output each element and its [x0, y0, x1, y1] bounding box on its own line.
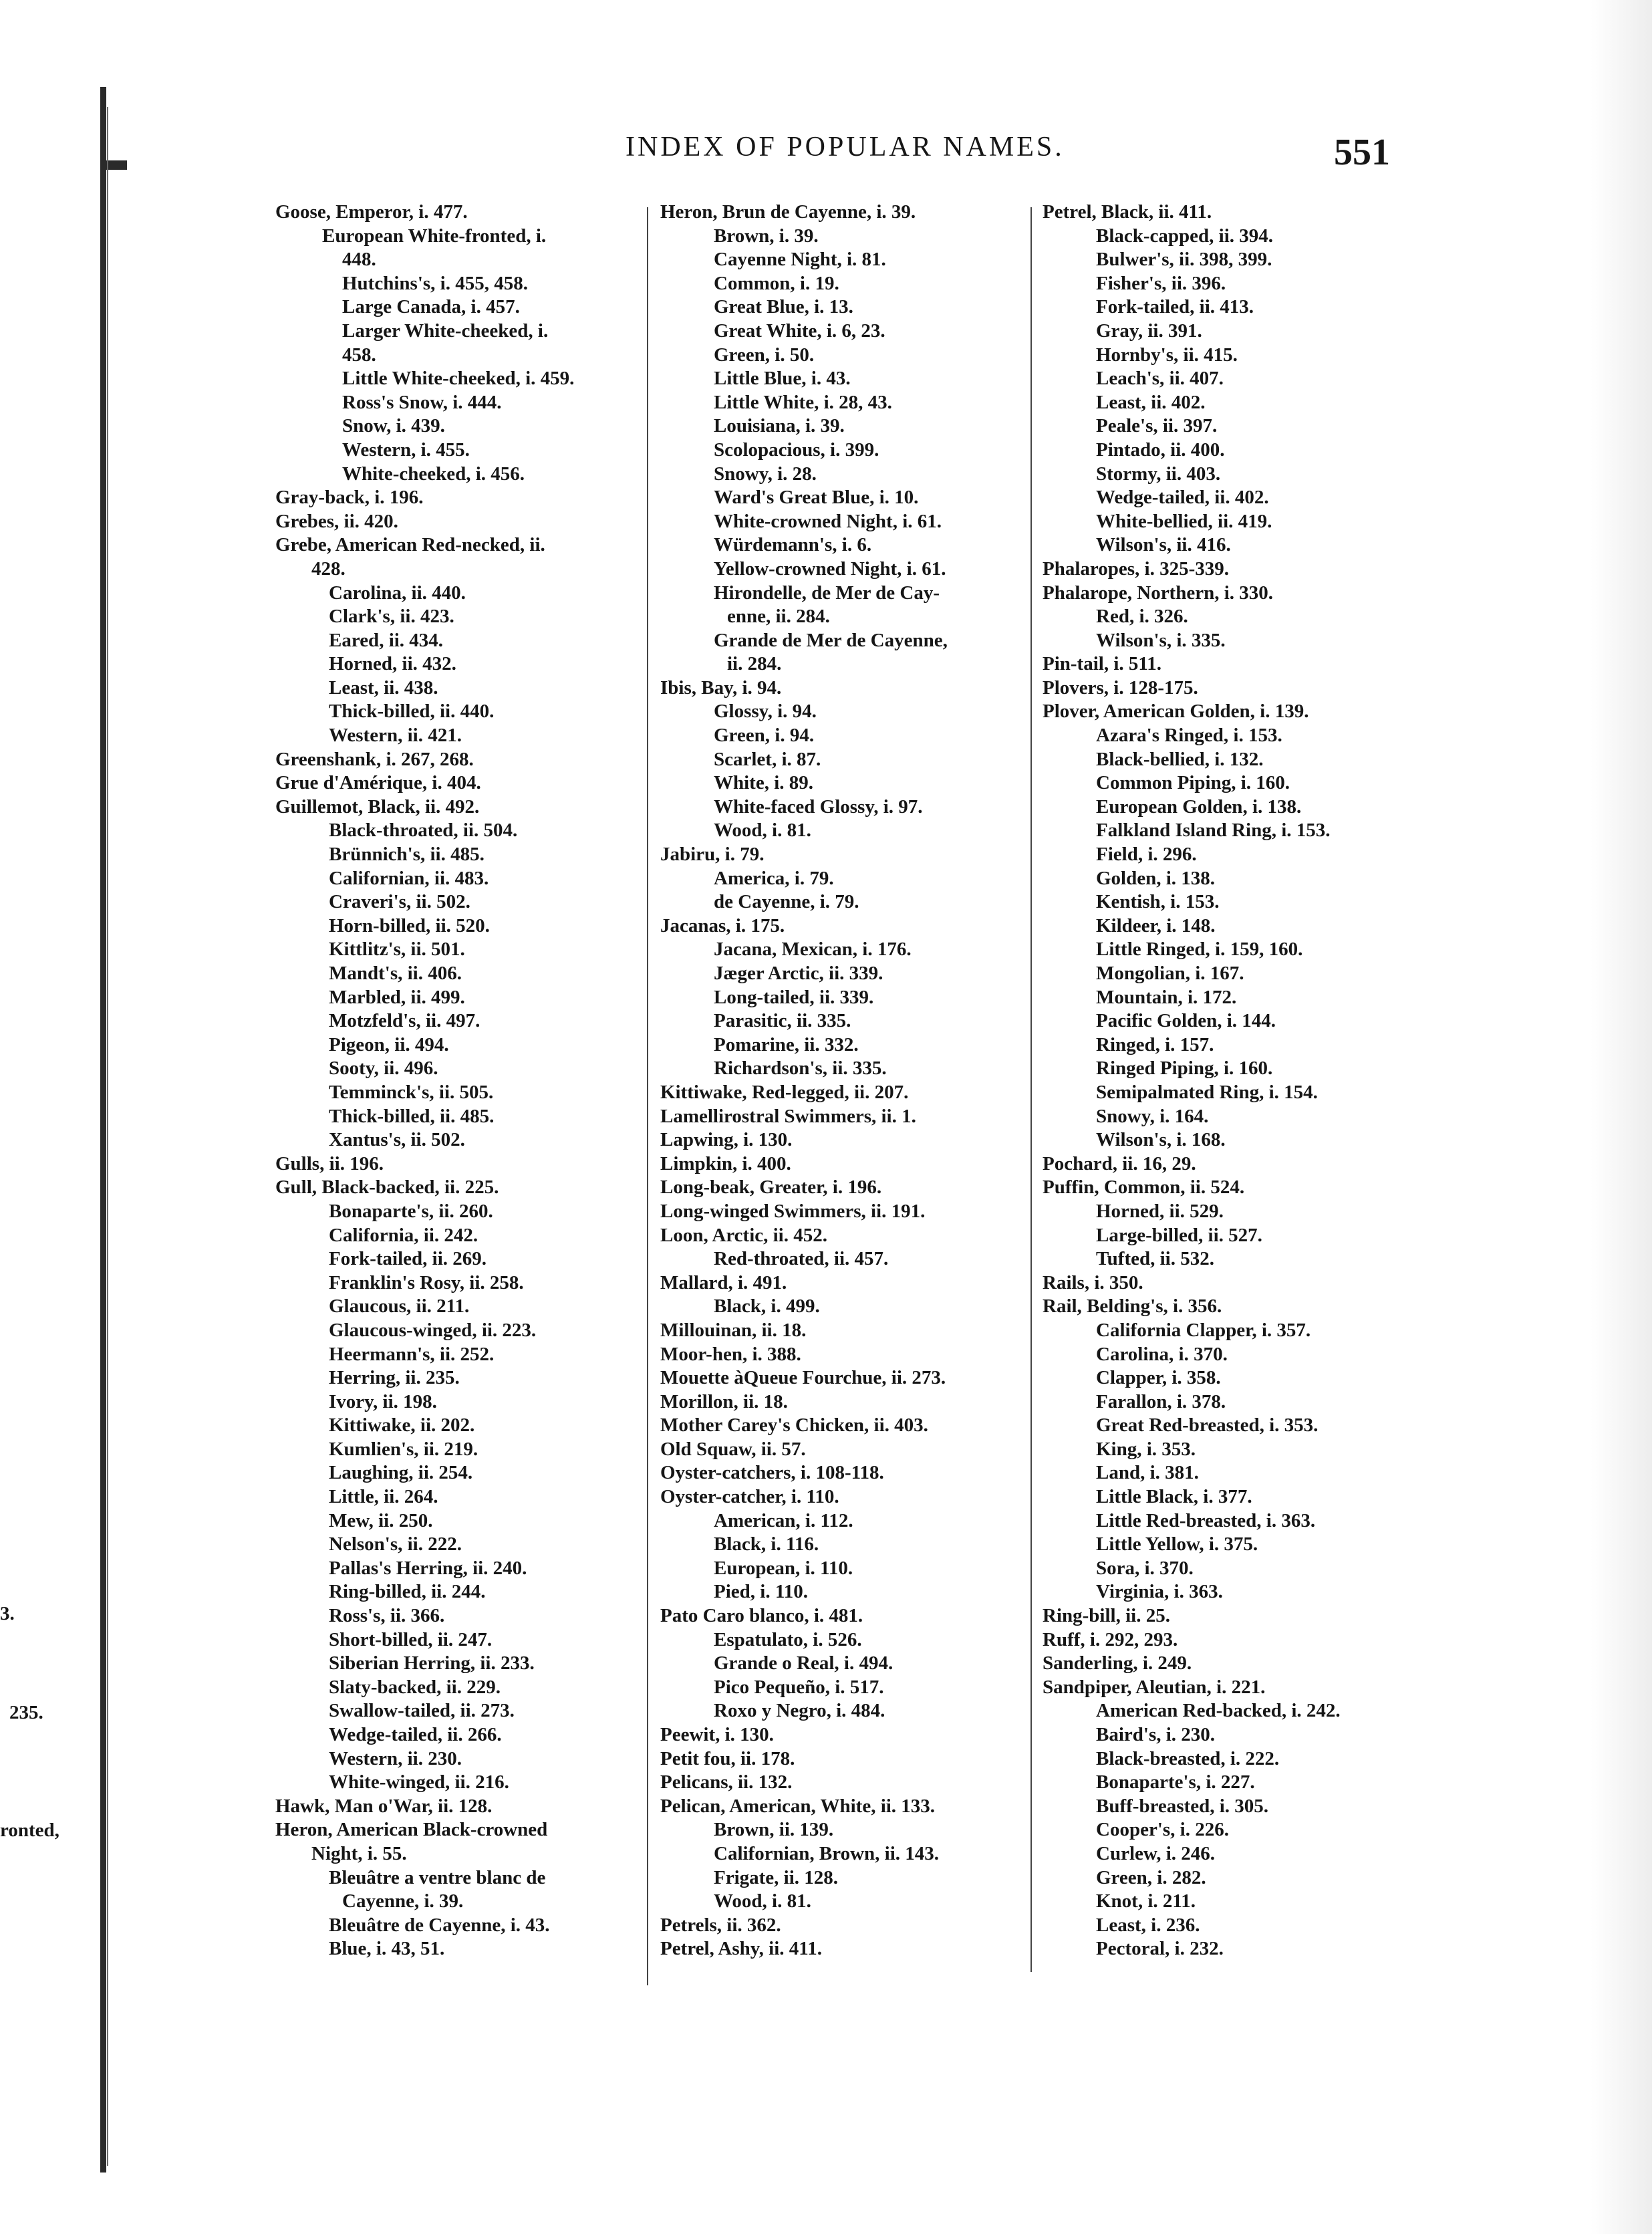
index-subentry: America, i. 79.: [714, 867, 834, 889]
index-subentry: White-cheeked, i. 456.: [342, 463, 525, 485]
index-subentry: Least, i. 236.: [1096, 1914, 1200, 1936]
index-subentry: Stormy, ii. 403.: [1096, 463, 1221, 485]
index-subentry: Franklin's Rosy, ii. 258.: [329, 1271, 524, 1293]
index-subentry: Carolina, ii. 440.: [329, 582, 466, 604]
index-subentry: Carolina, i. 370.: [1096, 1343, 1228, 1365]
index-subentry: Western, ii. 230.: [329, 1747, 462, 1769]
index-subentry: Little Black, i. 377.: [1096, 1486, 1252, 1508]
index-entry: Goose, Emperor, i. 477.: [275, 201, 468, 223]
index-subentry: Larger White-cheeked, i.: [342, 320, 549, 342]
index-subentry: Black-capped, ii. 394.: [1096, 225, 1274, 247]
index-entry: Millouinan, ii. 18.: [660, 1319, 807, 1341]
index-subentry: Parasitic, ii. 335.: [714, 1010, 851, 1032]
index-entry: Petrel, Ashy, ii. 411.: [660, 1938, 822, 1960]
index-subentry: Western, i. 455.: [342, 439, 470, 461]
index-subentry: Thick-billed, ii. 440.: [329, 701, 495, 723]
index-subentry: Semipalmated Ring, i. 154.: [1096, 1081, 1318, 1103]
index-entry: Puffin, Common, ii. 524.: [1043, 1176, 1245, 1199]
index-subentry: Short-billed, ii. 247.: [329, 1628, 493, 1650]
index-subentry: Ross's, ii. 366.: [329, 1605, 445, 1627]
index-subentry: Black, i. 499.: [714, 1295, 820, 1318]
index-subentry: Wilson's, i. 168.: [1096, 1129, 1226, 1151]
index-entry: Rails, i. 350.: [1043, 1271, 1143, 1293]
index-subentry: Little, ii. 264.: [329, 1486, 438, 1508]
index-subentry: Grande de Mer de Cayenne,: [714, 629, 948, 651]
index-subentry: Kumlien's, ii. 219.: [329, 1438, 478, 1460]
index-subentry: Fork-tailed, ii. 269.: [329, 1248, 487, 1270]
index-subentry: Glaucous-winged, ii. 223.: [329, 1319, 537, 1341]
running-header-title: INDEX OF POPULAR NAMES.: [626, 132, 1065, 162]
index-subentry: Pintado, ii. 400.: [1096, 439, 1225, 461]
index-subentry: Ringed, i. 157.: [1096, 1033, 1214, 1056]
index-subentry: Cayenne Night, i. 81.: [714, 249, 886, 271]
left-page-fragment: 235.: [9, 1702, 43, 1723]
index-subentry: Gray, ii. 391.: [1096, 320, 1202, 342]
index-subentry: Louisiana, i. 39.: [714, 415, 845, 437]
index-subentry: Curlew, i. 246.: [1096, 1842, 1216, 1864]
index-subentry: Frigate, ii. 128.: [714, 1866, 839, 1888]
index-subentry: Black-breasted, i. 222.: [1096, 1747, 1280, 1769]
index-subentry: Kittiwake, ii. 202.: [329, 1414, 475, 1437]
index-subentry: Mongolian, i. 167.: [1096, 963, 1244, 984]
index-entry: Phalarope, Northern, i. 330.: [1043, 582, 1274, 604]
index-entry: Oyster-catcher, i. 110.: [660, 1486, 839, 1508]
index-subentry: Green, i. 50.: [714, 344, 815, 366]
index-subentry: Hornby's, ii. 415.: [1096, 344, 1238, 366]
index-entry: Ruff, i. 292, 293.: [1043, 1628, 1178, 1650]
index-entry: Pato Caro blanco, i. 481.: [660, 1605, 863, 1627]
index-subentry: Snowy, i. 164.: [1096, 1105, 1209, 1127]
index-subentry: Pacific Golden, i. 144.: [1096, 1010, 1276, 1032]
index-subentry: Richardson's, ii. 335.: [714, 1058, 887, 1080]
index-subentry: de Cayenne, i. 79.: [714, 891, 859, 913]
index-entry-continuation: Night, i. 55.: [311, 1842, 407, 1864]
index-subentry: Mountain, i. 172.: [1096, 986, 1237, 1008]
index-subentry: Pectoral, i. 232.: [1096, 1938, 1224, 1960]
index-entry: Moor-hen, i. 388.: [660, 1343, 801, 1365]
index-subentry: Cooper's, i. 226.: [1096, 1819, 1229, 1841]
index-subentry: Little White, i. 28, 43.: [714, 391, 892, 413]
index-subentry: Eared, ii. 434.: [329, 629, 444, 651]
index-subentry: Pigeon, ii. 494.: [329, 1033, 449, 1056]
index-subentry: Bulwer's, ii. 398, 399.: [1096, 249, 1272, 271]
index-subentry: Wood, i. 81.: [714, 820, 811, 842]
index-entry: Jacanas, i. 175.: [660, 914, 785, 937]
index-entry: Pin-tail, i. 511.: [1043, 653, 1162, 675]
index-subentry: Ring-billed, ii. 244.: [329, 1581, 486, 1603]
index-entry: Heron, Brun de Cayenne, i. 39.: [660, 201, 916, 223]
index-subentry: Wood, i. 81.: [714, 1890, 811, 1912]
index-subentry: Jacana, Mexican, i. 176.: [714, 939, 912, 961]
index-subentry: Herring, ii. 235.: [329, 1367, 460, 1389]
index-subentry: Red-throated, ii. 457.: [714, 1248, 889, 1270]
index-subentry: Brown, i. 39.: [714, 225, 819, 247]
index-subentry: Tufted, ii. 532.: [1096, 1248, 1214, 1270]
index-subentry: Pomarine, ii. 332.: [714, 1033, 859, 1056]
index-subentry: Nelson's, ii. 222.: [329, 1533, 462, 1556]
index-entry: Lapwing, i. 130.: [660, 1129, 793, 1151]
index-subentry: Black-throated, ii. 504.: [329, 820, 518, 842]
index-subentry: Horned, ii. 529.: [1096, 1200, 1224, 1222]
index-subentry: Brünnich's, ii. 485.: [329, 844, 485, 866]
index-entry-continuation: Cayenne, i. 39.: [342, 1890, 464, 1912]
left-page-edge-mark: [100, 160, 127, 170]
index-entry: Ibis, Bay, i. 94.: [660, 676, 782, 699]
index-subentry: Fork-tailed, ii. 413.: [1096, 296, 1254, 318]
index-subentry: European White-fronted, i.: [322, 225, 547, 247]
index-entry-continuation: enne, ii. 284.: [727, 606, 830, 628]
index-entry: Kittiwake, Red-legged, ii. 207.: [660, 1081, 909, 1103]
index-entry: Mouette àQueue Fourchue, ii. 273.: [660, 1367, 946, 1389]
index-entry: Long-winged Swimmers, ii. 191.: [660, 1200, 926, 1222]
index-entry: Gulls, ii. 196.: [275, 1152, 384, 1174]
index-subentry: American, i. 112.: [714, 1509, 853, 1531]
index-subentry: Slaty-backed, ii. 229.: [329, 1676, 501, 1698]
index-subentry: Horn-billed, ii. 520.: [329, 914, 490, 937]
index-subentry: Xantus's, ii. 502.: [329, 1129, 465, 1151]
index-subentry: Blue, i. 43, 51.: [329, 1938, 445, 1960]
index-subentry: Ivory, ii. 198.: [329, 1390, 437, 1412]
index-subentry: California Clapper, i. 357.: [1096, 1319, 1311, 1341]
index-subentry: Azara's Ringed, i. 153.: [1096, 725, 1282, 747]
index-subentry: Ross's Snow, i. 444.: [342, 391, 502, 413]
index-entry: Limpkin, i. 400.: [660, 1152, 791, 1174]
index-subentry: Field, i. 296.: [1096, 844, 1197, 866]
index-subentry: Jæger Arctic, ii. 339.: [714, 963, 883, 984]
index-entry: Mallard, i. 491.: [660, 1271, 787, 1293]
index-subentry: Large-billed, ii. 527.: [1096, 1224, 1262, 1246]
index-entry: Ring-bill, ii. 25.: [1043, 1605, 1170, 1627]
index-entry: Grebe, American Red-necked, ii.: [275, 534, 545, 556]
index-subentry: Snow, i. 439.: [342, 415, 445, 437]
index-subentry: Kentish, i. 153.: [1096, 891, 1220, 913]
index-subentry: Laughing, ii. 254.: [329, 1462, 473, 1484]
left-page-fragment: ronted,: [0, 1820, 59, 1841]
index-entry: Heron, American Black-crowned: [275, 1819, 548, 1841]
index-subentry: Scolopacious, i. 399.: [714, 439, 879, 461]
index-subentry: Black, i. 116.: [714, 1533, 819, 1556]
index-entry: Gull, Black-backed, ii. 225.: [275, 1176, 499, 1199]
index-subentry: Sooty, ii. 496.: [329, 1058, 438, 1080]
index-subentry: Common, i. 19.: [714, 272, 839, 294]
index-subentry: Wilson's, ii. 416.: [1096, 534, 1231, 556]
left-page-edge: [100, 87, 106, 2173]
index-entry: Sanderling, i. 249.: [1043, 1652, 1192, 1674]
index-entry: Plover, American Golden, i. 139.: [1043, 701, 1309, 723]
page-shadow: [1591, 0, 1652, 2234]
left-page-fragment: 3.: [0, 1603, 15, 1624]
book-spine-line: [107, 107, 108, 2166]
index-column-2: [660, 201, 948, 1961]
index-entry: Jabiru, i. 79.: [660, 844, 765, 866]
index-entry: Pelican, American, White, ii. 133.: [660, 1795, 936, 1817]
index-entry: Sandpiper, Aleutian, i. 221.: [1043, 1676, 1266, 1698]
index-subentry: Bonaparte's, i. 227.: [1096, 1771, 1255, 1793]
index-subentry: European, i. 110.: [714, 1557, 853, 1579]
index-subentry: Californian, ii. 483.: [329, 867, 489, 889]
index-subentry: Roxo y Negro, i. 484.: [714, 1700, 885, 1722]
index-subentry: Red, i. 326.: [1096, 606, 1188, 628]
index-subentry: Western, ii. 421.: [329, 725, 462, 747]
index-subentry: Long-tailed, ii. 339.: [714, 986, 874, 1008]
index-entry: Petrel, Black, ii. 411.: [1043, 201, 1212, 223]
index-subentry: Green, i. 94.: [714, 725, 815, 747]
index-entry-continuation: 458.: [342, 344, 376, 366]
index-subentry: Ward's Great Blue, i. 10.: [714, 487, 919, 509]
index-entry: Hawk, Man o'War, ii. 128.: [275, 1795, 493, 1817]
page-number: 551: [1334, 132, 1390, 173]
index-subentry: Glaucous, ii. 211.: [329, 1295, 470, 1318]
index-entry-continuation: ii. 284.: [727, 653, 782, 675]
index-subentry: Virginia, i. 363.: [1096, 1581, 1223, 1603]
index-subentry: Würdemann's, i. 6.: [714, 534, 872, 556]
index-subentry: King, i. 353.: [1096, 1438, 1196, 1460]
index-subentry: Sora, i. 370.: [1096, 1557, 1194, 1579]
index-subentry: Baird's, i. 230.: [1096, 1724, 1216, 1745]
index-subentry: Farallon, i. 378.: [1096, 1390, 1226, 1412]
index-subentry: Common Piping, i. 160.: [1096, 772, 1290, 794]
index-subentry: Kildeer, i. 148.: [1096, 914, 1216, 937]
index-subentry: Little Blue, i. 43.: [714, 368, 851, 390]
index-subentry: Land, i. 381.: [1096, 1462, 1199, 1484]
index-subentry: Wedge-tailed, ii. 402.: [1096, 487, 1269, 509]
index-subentry: Buff-breasted, i. 305.: [1096, 1795, 1269, 1817]
index-subentry: Great Red-breasted, i. 353.: [1096, 1414, 1319, 1437]
index-subentry: White-faced Glossy, i. 97.: [714, 795, 923, 818]
index-subentry: Yellow-crowned Night, i. 61.: [714, 557, 946, 580]
index-entry: Petit fou, ii. 178.: [660, 1747, 795, 1769]
index-subentry: Little Yellow, i. 375.: [1096, 1533, 1258, 1556]
index-entry: Loon, Arctic, ii. 452.: [660, 1224, 827, 1246]
index-column-1: [275, 201, 574, 1961]
index-subentry: White-winged, ii. 216.: [329, 1771, 509, 1793]
index-subentry: Marbled, ii. 499.: [329, 986, 465, 1008]
index-subentry: Fisher's, ii. 396.: [1096, 272, 1226, 294]
index-subentry: Ringed Piping, i. 160.: [1096, 1058, 1273, 1080]
index-subentry: Great White, i. 6, 23.: [714, 320, 885, 342]
index-subentry: Heermann's, ii. 252.: [329, 1343, 495, 1365]
index-subentry: Siberian Herring, ii. 233.: [329, 1652, 535, 1674]
index-subentry: Hirondelle, de Mer de Cay-: [714, 582, 940, 604]
index-subentry: Little Red-breasted, i. 363.: [1096, 1509, 1316, 1531]
index-subentry: Clapper, i. 358.: [1096, 1367, 1221, 1389]
index-entry: Lamellirostral Swimmers, ii. 1.: [660, 1105, 916, 1127]
index-entry: Peewit, i. 130.: [660, 1724, 774, 1745]
index-subentry: Least, ii. 402.: [1096, 391, 1206, 413]
index-subentry: Scarlet, i. 87.: [714, 748, 821, 770]
index-subentry: Wilson's, i. 335.: [1096, 629, 1226, 651]
column-rule: [647, 207, 648, 1985]
index-subentry: Horned, ii. 432.: [329, 653, 456, 675]
index-subentry: Least, ii. 438.: [329, 676, 438, 699]
index-subentry: Little Ringed, i. 159, 160.: [1096, 939, 1303, 961]
index-entry: Pelicans, ii. 132.: [660, 1771, 793, 1793]
index-subentry: Thick-billed, ii. 485.: [329, 1105, 495, 1127]
index-subentry: Peale's, ii. 397.: [1096, 415, 1218, 437]
index-subentry: Leach's, ii. 407.: [1096, 368, 1224, 390]
index-entry: Oyster-catchers, i. 108-118.: [660, 1462, 884, 1484]
index-subentry: Craveri's, ii. 502.: [329, 891, 470, 913]
index-subentry: Espatulato, i. 526.: [714, 1628, 862, 1650]
index-subentry: Wedge-tailed, ii. 266.: [329, 1724, 502, 1745]
index-entry: Gray-back, i. 196.: [275, 487, 424, 509]
index-subentry: California, ii. 242.: [329, 1224, 478, 1246]
index-entry: Plovers, i. 128-175.: [1043, 676, 1198, 699]
index-entry: Guillemot, Black, ii. 492.: [275, 795, 480, 818]
index-subentry: Hutchins's, i. 455, 458.: [342, 272, 528, 294]
index-entry: Phalaropes, i. 325-339.: [1043, 557, 1229, 580]
index-entry: Mother Carey's Chicken, ii. 403.: [660, 1414, 928, 1437]
index-column-3: [1043, 201, 1341, 1961]
index-subentry: Swallow-tailed, ii. 273.: [329, 1700, 515, 1722]
index-subentry: Snowy, i. 28.: [714, 463, 817, 485]
index-subentry: Large Canada, i. 457.: [342, 296, 520, 318]
index-entry: Long-beak, Greater, i. 196.: [660, 1176, 882, 1199]
index-entry: Greenshank, i. 267, 268.: [275, 748, 474, 770]
index-subentry: Bleuâtre a ventre blanc de: [329, 1866, 546, 1888]
index-subentry: Pico Pequeño, i. 517.: [714, 1676, 884, 1698]
index-subentry: Mandt's, ii. 406.: [329, 963, 462, 984]
index-subentry: Californian, Brown, ii. 143.: [714, 1842, 940, 1864]
index-subentry: Temminck's, ii. 505.: [329, 1081, 494, 1103]
index-subentry: Pied, i. 110.: [714, 1581, 808, 1603]
index-entry: Grebes, ii. 420.: [275, 510, 398, 532]
index-entry: Morillon, ii. 18.: [660, 1390, 788, 1412]
index-subentry: White, i. 89.: [714, 772, 814, 794]
index-entry-continuation: 428.: [311, 557, 346, 580]
index-subentry: Bonaparte's, ii. 260.: [329, 1200, 493, 1222]
index-subentry: Motzfeld's, ii. 497.: [329, 1010, 480, 1032]
index-subentry: Mew, ii. 250.: [329, 1509, 433, 1531]
index-subentry: American Red-backed, i. 242.: [1096, 1700, 1341, 1722]
index-subentry: Clark's, ii. 423.: [329, 606, 454, 628]
index-entry: Rail, Belding's, i. 356.: [1043, 1295, 1222, 1318]
index-subentry: Little White-cheeked, i. 459.: [342, 368, 575, 390]
index-entry: Grue d'Amérique, i. 404.: [275, 772, 481, 794]
index-subentry: Black-bellied, i. 132.: [1096, 748, 1264, 770]
index-entry: Pochard, ii. 16, 29.: [1043, 1152, 1196, 1174]
index-subentry: Pallas's Herring, ii. 240.: [329, 1557, 527, 1579]
index-entry: Old Squaw, ii. 57.: [660, 1438, 806, 1460]
index-subentry: Falkland Island Ring, i. 153.: [1096, 820, 1331, 842]
index-subentry: Green, i. 282.: [1096, 1866, 1206, 1888]
index-subentry: Grande o Real, i. 494.: [714, 1652, 893, 1674]
index-subentry: Knot, i. 211.: [1096, 1890, 1196, 1912]
index-entry: Petrels, ii. 362.: [660, 1914, 781, 1936]
index-subentry: White-crowned Night, i. 61.: [714, 510, 942, 532]
column-rule: [1030, 207, 1032, 1972]
index-subentry: White-bellied, ii. 419.: [1096, 510, 1272, 532]
index-subentry: Bleuâtre de Cayenne, i. 43.: [329, 1914, 550, 1936]
index-subentry: Glossy, i. 94.: [714, 701, 817, 723]
index-subentry: Kittlitz's, ii. 501.: [329, 939, 465, 961]
index-entry-continuation: 448.: [342, 249, 376, 271]
index-subentry: Golden, i. 138.: [1096, 867, 1216, 889]
index-subentry: Great Blue, i. 13.: [714, 296, 853, 318]
index-subentry: European Golden, i. 138.: [1096, 795, 1302, 818]
index-subentry: Brown, ii. 139.: [714, 1819, 834, 1841]
